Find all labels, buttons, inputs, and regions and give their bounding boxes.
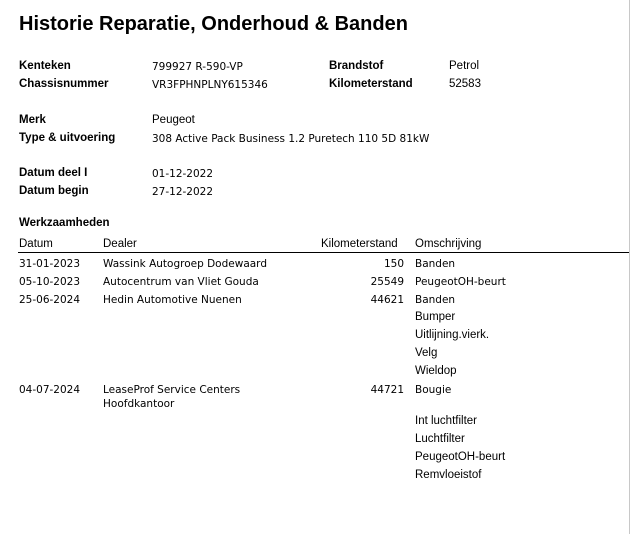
row-3-km: 44621 — [370, 294, 404, 306]
row-4-item-4: PeugeotOH-beurt — [415, 451, 506, 463]
datum-deel-value: 01-12-2022 — [152, 168, 214, 180]
section-heading: Werkzaamheden — [19, 217, 110, 229]
kenteken-value: 799927 R-590-VP — [152, 61, 243, 73]
row-4-date: 04-07-2024 — [19, 384, 81, 396]
row-2-item-1: PeugeotOH-beurt — [415, 276, 506, 288]
row-3-item-4: Velg — [415, 347, 438, 359]
row-4-km: 44721 — [370, 384, 404, 396]
column-header-datum: Datum — [19, 238, 53, 250]
row-1-dealer: Wassink Autogroep Dodewaard — [103, 258, 267, 270]
brandstof-label: Brandstof — [329, 60, 384, 72]
datum-begin-label: Datum begin — [19, 185, 89, 197]
chassis-value: VR3FPHNPLNY615346 — [152, 79, 268, 91]
kilometerstand-value: 52583 — [449, 78, 481, 90]
row-2-dealer: Autocentrum van Vliet Gouda — [103, 276, 259, 288]
kenteken-label: Kenteken — [19, 60, 71, 72]
row-4-dealer-line-2: Hoofdkantoor — [103, 398, 175, 410]
merk-value: Peugeot — [152, 114, 195, 126]
kilometerstand-label: Kilometerstand — [329, 78, 413, 90]
row-3-date: 25-06-2024 — [19, 294, 81, 306]
row-1-date: 31-01-2023 — [19, 258, 81, 270]
column-header-omschrijving: Omschrijving — [415, 238, 482, 250]
column-header-kilometerstand: Kilometerstand — [321, 238, 398, 250]
type-value: 308 Active Pack Business 1.2 Puretech 110 5D 81kW — [152, 133, 430, 145]
datum-begin-value: 27-12-2022 — [152, 186, 214, 198]
row-2-date: 05-10-2023 — [19, 276, 81, 288]
row-3-item-5: Wieldop — [415, 365, 457, 377]
row-4-item-2: Int luchtfilter — [415, 415, 477, 427]
type-label: Type & uitvoering — [19, 132, 116, 144]
row-3-item-3: Uitlijning.vierk. — [415, 329, 490, 341]
row-4-item-1: Bougie — [415, 384, 452, 396]
row-1-km: 150 — [383, 258, 404, 270]
chassis-label: Chassisnummer — [19, 78, 109, 90]
row-1-item-1: Banden — [415, 258, 456, 270]
row-4-item-5: Remvloeistof — [415, 469, 482, 481]
row-3-item-1: Banden — [415, 294, 456, 306]
page-title: Historie Reparatie, Onderhoud & Banden — [19, 13, 408, 35]
row-4-dealer: LeaseProf Service Centers — [103, 384, 241, 396]
header-divider — [18, 252, 629, 253]
row-3-item-2: Bumper — [415, 311, 456, 323]
column-header-dealer: Dealer — [103, 238, 137, 250]
row-2-km: 25549 — [370, 276, 404, 288]
datum-deel-label: Datum deel I — [19, 167, 88, 179]
brandstof-value: Petrol — [449, 60, 480, 72]
merk-label: Merk — [19, 114, 46, 126]
row-3-dealer: Hedin Automotive Nuenen — [103, 294, 242, 306]
row-4-item-3: Luchtfilter — [415, 433, 465, 445]
